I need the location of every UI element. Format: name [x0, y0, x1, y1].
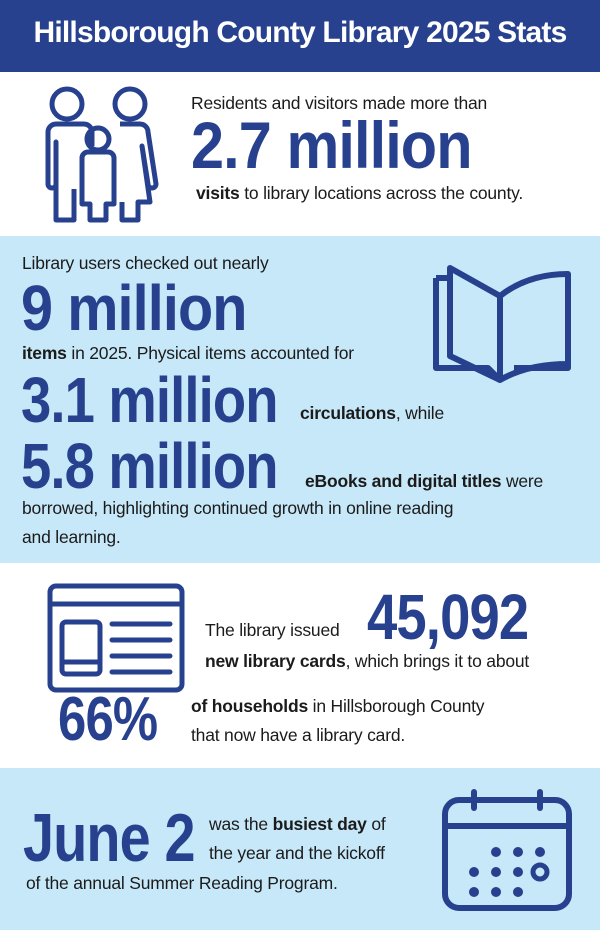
total-checkouts-number: 9 million	[21, 272, 247, 344]
calendar-icon	[440, 786, 574, 914]
cards-intro: The library issued	[205, 620, 340, 640]
busiest-date: June 2	[23, 800, 195, 876]
visits-number: 2.7 million	[191, 108, 472, 182]
library-card-icon	[46, 582, 186, 696]
open-book-icon	[428, 264, 578, 386]
physical-number: 3.1 million	[21, 364, 278, 436]
busiest-text-line2: the year and the kickoff	[209, 843, 385, 863]
cards-text: new library cards, which brings it to about	[205, 651, 530, 671]
visits-section	[0, 72, 600, 236]
visits-intro: Residents and visitors made more than	[191, 93, 488, 113]
digital-text-line2: borrowed, highlighting continued growth in online reading	[22, 498, 454, 518]
family-icon	[34, 84, 164, 226]
busiest-day-section	[0, 768, 600, 930]
checkouts-intro: Library users checked out nearly	[22, 253, 269, 273]
digital-text-line3: and learning.	[22, 527, 121, 547]
households-text-line2: that now have a library card.	[191, 725, 406, 745]
checkouts-section	[0, 236, 600, 563]
digital-text: eBooks and digital titles were	[305, 471, 544, 491]
digital-number: 5.8 million	[21, 430, 278, 502]
households-text: of households in Hillsborough County	[191, 696, 485, 716]
households-percent: 66%	[58, 685, 158, 754]
cards-section	[0, 563, 600, 768]
visits-text: visits to library locations across the county.	[196, 183, 524, 203]
circulations-text: circulations, while	[300, 403, 445, 423]
items-text: items in 2025. Physical items accounted for	[22, 343, 354, 363]
busiest-text: was the busiest day of	[209, 814, 386, 834]
page-title: Hillsborough County Library 2025 Stats	[33, 16, 567, 49]
new-cards-number: 45,092	[367, 581, 529, 653]
header-banner	[0, 0, 600, 72]
busiest-text-line3: of the annual Summer Reading Program.	[26, 873, 338, 893]
